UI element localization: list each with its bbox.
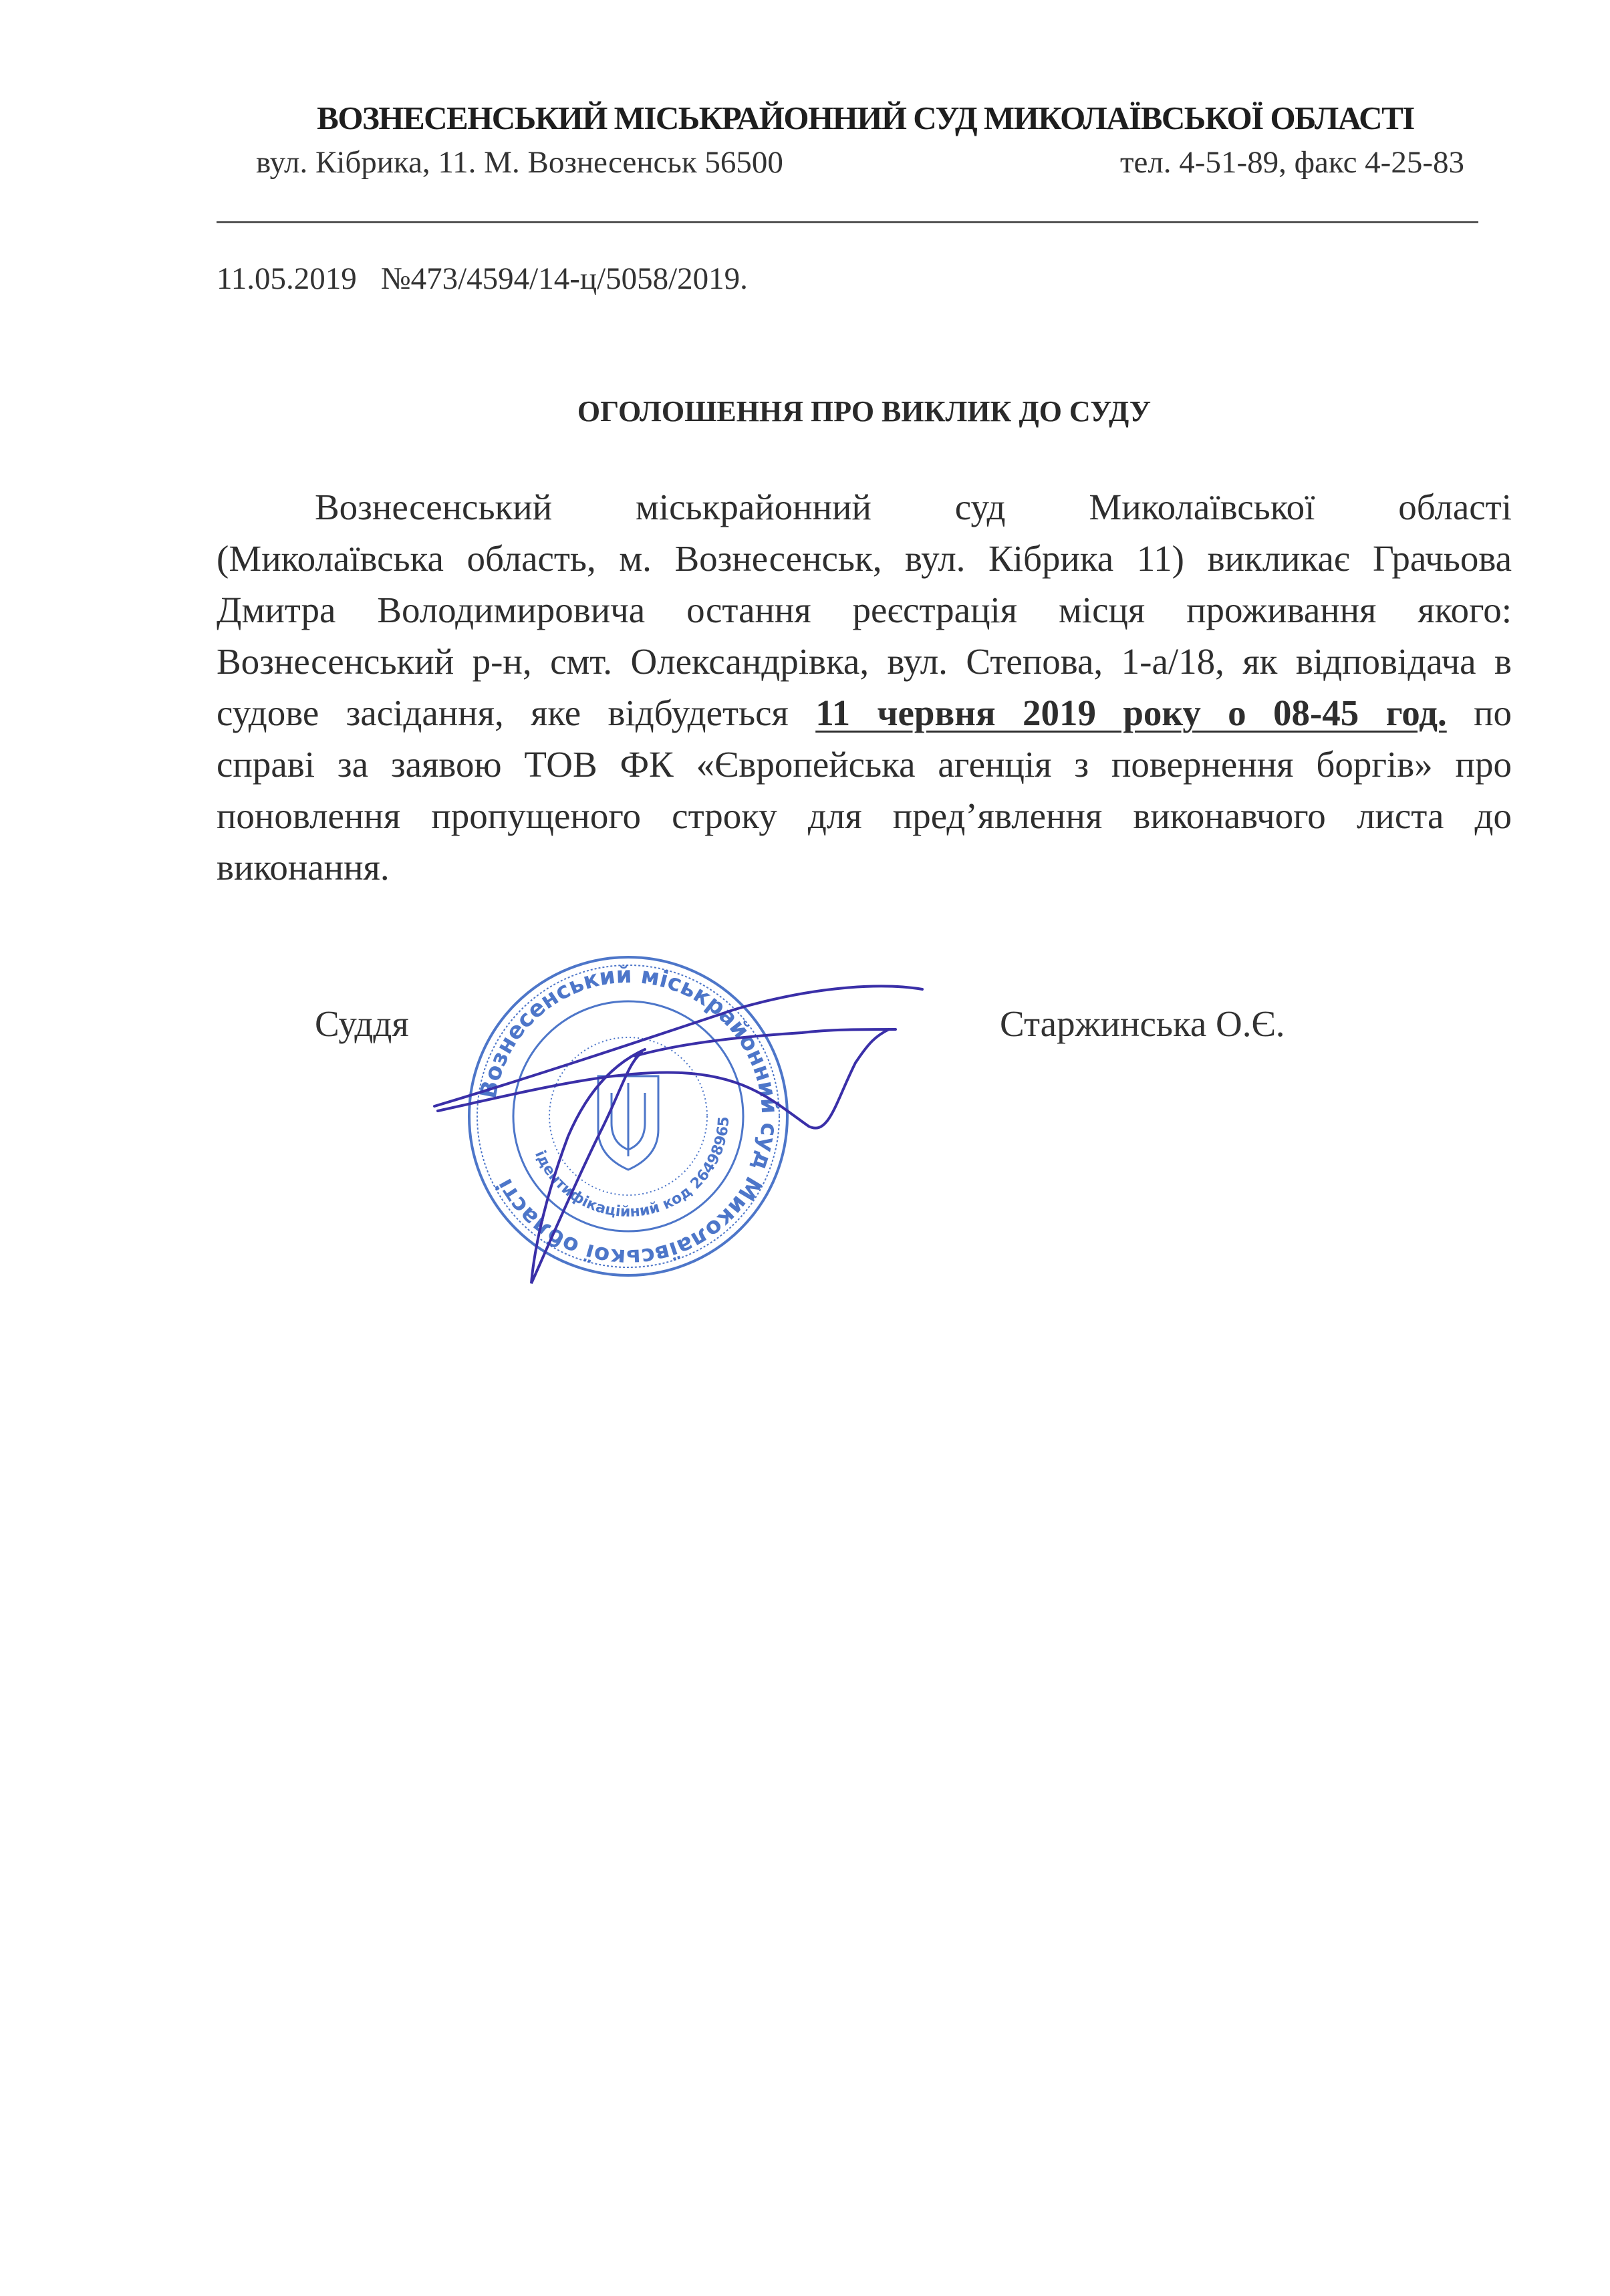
hearing-date-time: 11 червня 2019 року о 08-45 год. bbox=[815, 692, 1447, 733]
body-line: (Миколаївська область, м. Вознесенськ, вул. Кібрика 11) викликає Грачьова bbox=[217, 538, 1512, 579]
judge-name: Старжинська О.Є. bbox=[1000, 1003, 1285, 1044]
court-phone-fax: тел. 4-51-89, факс 4-25-83 bbox=[1119, 145, 1464, 180]
document-date: 11.05.2019 bbox=[217, 261, 357, 296]
judge-role-label: Суддя bbox=[315, 1003, 409, 1044]
stamp-outer-text: Вознесенський міськрайонний суд Миколаївської області bbox=[475, 961, 783, 1271]
court-address: вул. Кібрика, 11. М. Вознесенськ 56500 bbox=[256, 145, 783, 180]
header-divider bbox=[217, 221, 1478, 223]
body-line: виконання. bbox=[217, 847, 390, 888]
body-line: Вознесенський р-н, смт. Олександрівка, вул. Степова, 1-а/18, як відповідача в bbox=[217, 641, 1512, 682]
body-line bbox=[217, 687, 1512, 739]
document-heading: ОГОЛОШЕННЯ ПРО ВИКЛИК ДО СУДУ bbox=[577, 395, 1152, 428]
stamp-inner-text: ідентифікаційний код 26498965 bbox=[531, 1116, 733, 1221]
reference-line bbox=[217, 261, 748, 297]
court-name-title: ВОЗНЕСЕНСЬКИЙ МІСЬКРАЙОННИЙ СУД МИКОЛАЇВСЬКОЇ ОБЛАСТІ bbox=[317, 100, 1414, 136]
body-line: Дмитра Володимировича остання реєстрація місця проживання якого: bbox=[217, 590, 1512, 630]
body-text-segment: по bbox=[1474, 692, 1512, 733]
body-paragraph bbox=[217, 481, 1512, 893]
case-number: №473/4594/14-ц/5058/2019. bbox=[380, 261, 748, 296]
body-line: Вознесенський міськрайонний суд Миколаївської області bbox=[315, 487, 1512, 527]
body-text-segment: судове засідання, яке відбудеться bbox=[217, 692, 789, 733]
body-line: поновлення пропущеного строку для пред’явлення виконавчого листа до bbox=[217, 795, 1512, 836]
judge-handwritten-signature bbox=[401, 963, 1069, 1310]
body-line: справі за заявою ТОВ ФК «Європейська агенція з повернення боргів» про bbox=[217, 744, 1512, 785]
